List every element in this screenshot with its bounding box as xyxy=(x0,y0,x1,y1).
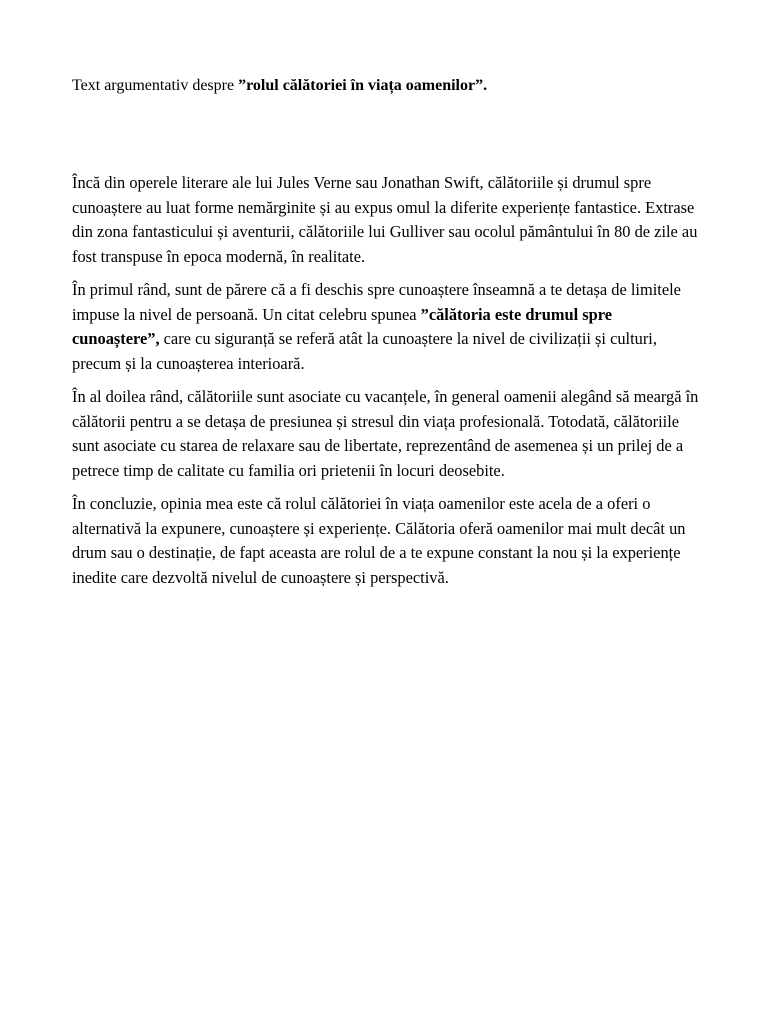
paragraph-intro: Încă din operele literare ale lui Jules Verne sau Jonathan Swift, călătoriile și drumul spre cunoaștere au luat forme nemărginite și au expus omul la diferite experiențe fantastice. Extrase din zona fantasticului și aventurii, călătoriile lui Gulliver sau ocolul pământului în 80 de zile au fost transpuse în epoca modernă, în realitate. xyxy=(72,173,698,266)
document-title xyxy=(72,74,487,98)
paragraph-conclusion: În concluzie, opinia mea este că rolul călătoriei în viața oamenilor este acela de a oferi o alternativă la expunere, cunoaștere și experiențe. Călătoria oferă oamenilor mai mult decât un drum sau o destinație, de fapt aceasta are rolul de a te expune constant la nou și la experiențe inedite care dezvoltă nivelul de cunoaștere și perspectivă. xyxy=(72,494,686,587)
quote-text: ”călătoria este drumul spre cunoaștere”, xyxy=(72,304,612,348)
document-body xyxy=(72,171,699,599)
paragraph-first-argument xyxy=(72,278,699,376)
paragraph-first-argument-continuation: care cu siguranță se referă atât la cunoaștere la nivel de civilizații și culturi, precum și la cunoașterea interioară. xyxy=(72,329,657,373)
title-emphasis: ”rolul călătoriei în viața oamenilor”. xyxy=(238,77,488,94)
paragraph-first-argument-text: În primul rând, sunt de părere că a fi deschis spre cunoaștere înseamnă a te detașa de limitele impuse la nivel de persoană. Un citat celebru spunea xyxy=(72,280,681,324)
title-prefix: Text argumentativ despre xyxy=(72,77,239,94)
paragraph-second-argument: În al doilea rând, călătoriile sunt asociate cu vacanțele, în general oamenii alegând să meargă în călătorii pentru a se detașa de presiunea și stresul din viața profesională. Totodată, călătoriile sunt asociate cu starea de relaxare sau de libertate, reprezentând de asemenea și un prilej de a petrece timp de calitate cu familia ori prietenii în locuri deosebite. xyxy=(72,387,699,480)
